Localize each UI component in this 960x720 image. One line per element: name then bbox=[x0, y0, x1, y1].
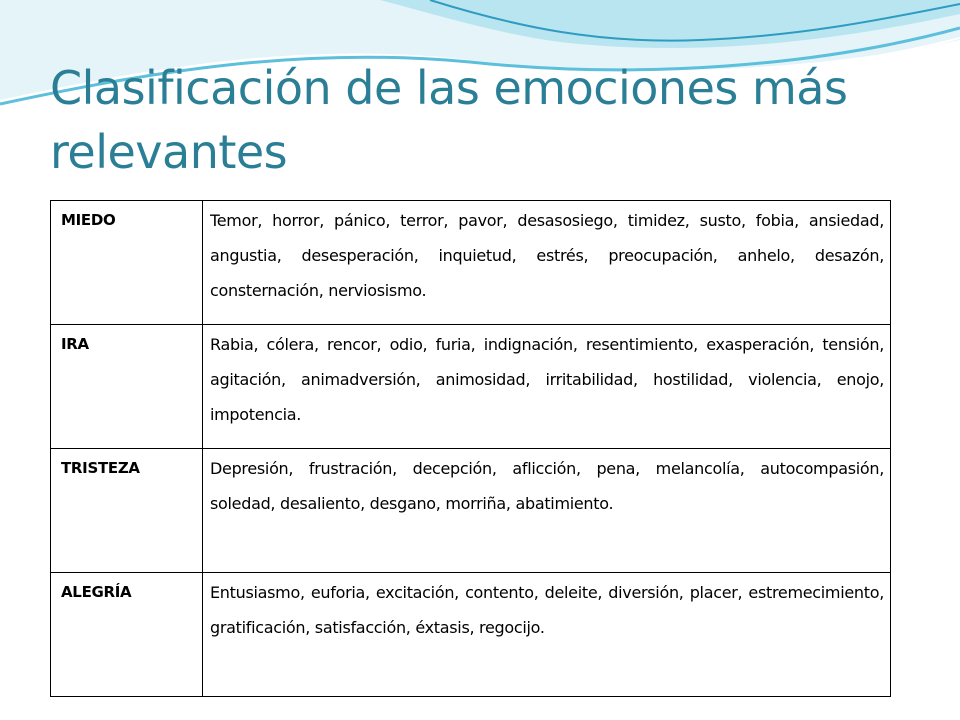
emotions-table bbox=[50, 200, 891, 697]
table-row bbox=[51, 573, 891, 697]
emotion-description: Depresión, frustración, decepción, aflicción, pena, melancolía, autocompasión, soledad, desaliento, desgano, morriña, abatimiento. bbox=[203, 449, 891, 573]
table-row bbox=[51, 449, 891, 573]
table-row bbox=[51, 325, 891, 449]
emotion-name: IRA bbox=[51, 325, 203, 449]
emotion-name: ALEGRÍA bbox=[51, 573, 203, 697]
emotion-name: TRISTEZA bbox=[51, 449, 203, 573]
emotion-name: MIEDO bbox=[51, 201, 203, 325]
emotion-description: Rabia, cólera, rencor, odio, furia, indignación, resentimiento, exasperación, tensión, agitación, animadversión, animosidad, irritabilidad, hostilidad, violencia, enojo, impotencia. bbox=[203, 325, 891, 449]
page-title: Clasificación de las emociones más relevantes bbox=[50, 61, 848, 179]
table-row bbox=[51, 201, 891, 325]
emotion-description: Entusiasmo, euforia, excitación, contento, deleite, diversión, placer, estremecimiento, gratificación, satisfacción, éxtasis, regocijo. bbox=[203, 573, 891, 697]
emotion-description: Temor, horror, pánico, terror, pavor, desasosiego, timidez, susto, fobia, ansiedad, angustia, desesperación, inquietud, estrés, preocupación, anhelo, desazón, consternación, nerviosismo. bbox=[203, 201, 891, 325]
